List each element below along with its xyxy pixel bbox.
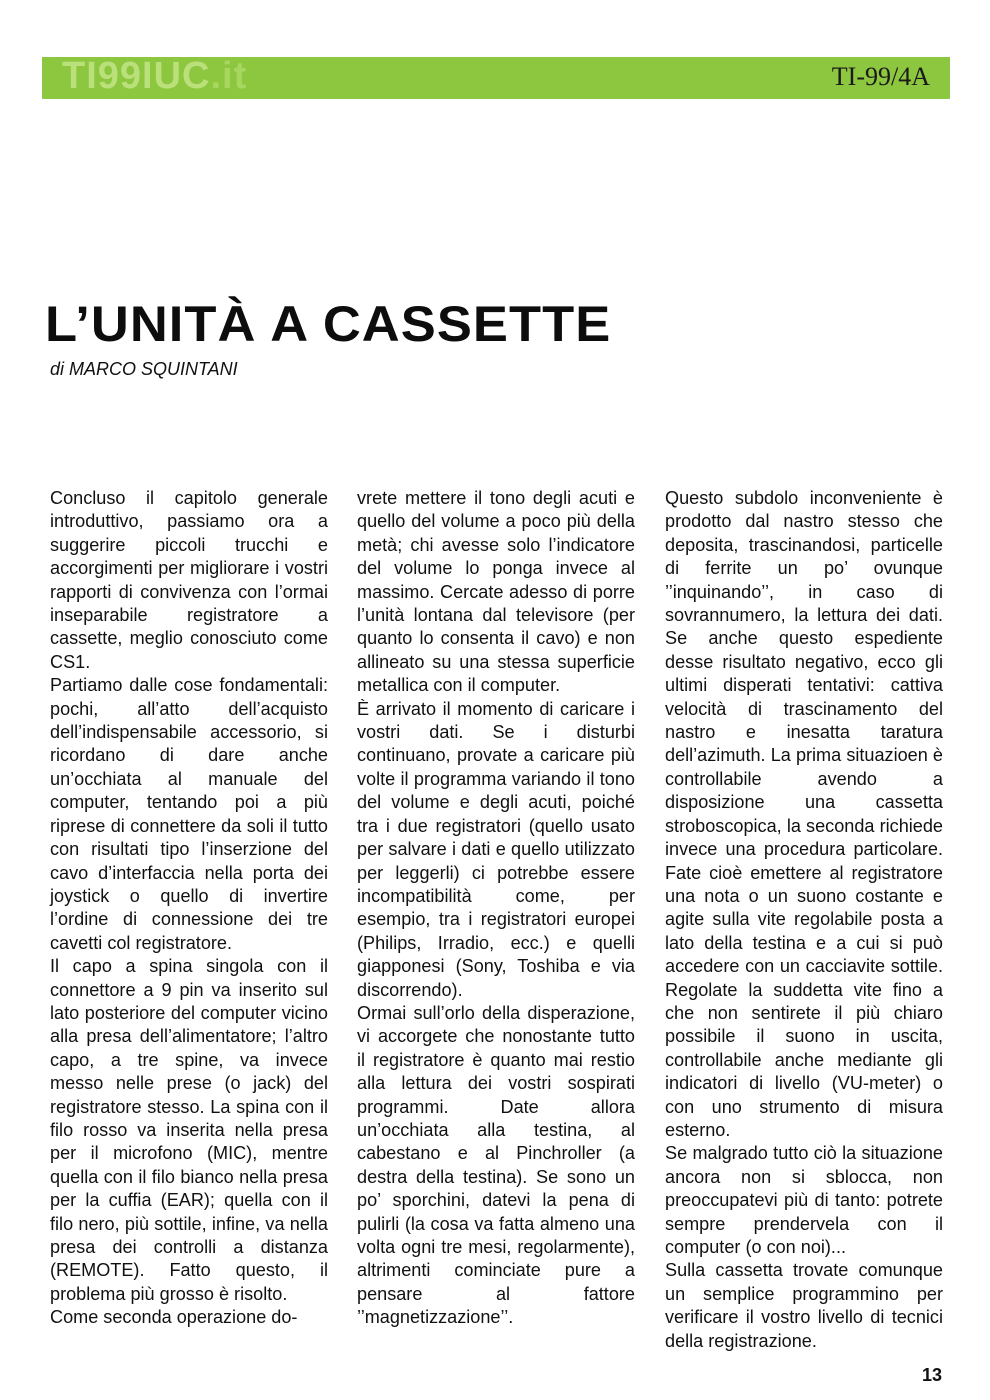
article-byline: di MARCO SQUINTANI (50, 359, 238, 379)
paragraph: Ormai sull’orlo della disperazione, vi accorgete che nonostante tutto il registratore è quanto mai restio alla lettura dei vostri sospirati programmi. Date allora un’occhiata alla testina, al cabestano e al Pinchroller (a destra della testina). Se sono un po’ sporchini, datevi la pena di pulirli (la cosa va fatta almeno una volta ogni tre mesi, regolarmente), altrimenti cominciate pure a pensare al fattore ’’magnetizzazione’’. (357, 1002, 635, 1328)
page-number: 13 (921, 1365, 942, 1385)
text-column-3 (665, 487, 943, 1353)
text-column-1 (50, 487, 328, 1330)
paragraph: Sulla cassetta trovate comunque un semplice programmino per verificare il vostro livello di tecnici della registrazione. (665, 1260, 943, 1351)
watermark-domain: .it (210, 55, 248, 97)
series-label: TI-99/4A (831, 62, 930, 91)
paragraph: Il capo a spina singola con il connettore a 9 pin va inserito sul lato posteriore del computer vicino alla presa dell’alimentatore; l’altro capo, a tre spine, va invece messo nelle prese (o jack) del registratore stesso. La spina con il filo rosso va inserita nella presa per il microfono (MIC), mentre quella con il filo bianco nella presa per la cuffia (EAR); quella con il filo nero, più sottile, infine, va nella presa dei controlli a distanza (REMOTE). Fatto questo, il problema più grosso è risolto. (50, 956, 328, 1304)
article-title: L’UNITÀ A CASSETTE (45, 296, 612, 352)
paragraph: Se malgrado tutto ciò la situazione ancora non si sblocca, non preoccupatevi più di tanto: potrete sempre prendervela con il computer (o con noi)... (665, 1143, 943, 1257)
paragraph: Come seconda operazione do- (50, 1307, 298, 1328)
paragraph: È arrivato il momento di caricare i vostri dati. Se i disturbi continuano, provate a caricare più volte il programma variando il tono del volume e degli acuti, poiché tra i due registratori (quello usato per salvare i dati e quello utilizzato per leggerli) ci potrebbe essere incompatibilità come, per esempio, tra i registratori europei (Philips, Irradio, ecc.) e quelli giapponesi (Sony, Toshiba e via discorrendo). (357, 698, 635, 1000)
paragraph: vrete mettere il tono degli acuti e quello del volume a poco più della metà; chi avesse solo l’indicatore del volume lo ponga invece al massimo. Cercate adesso di porre l’unità lontana dal televisore (per quanto lo consenta il cavo) e non allineato su una stessa superficie metallica con il computer. (357, 488, 635, 696)
watermark-name: TI99IUC (62, 55, 211, 97)
paragraph: Partiamo dalle cose fondamentali: pochi, all’atto dell’acquisto dell’indispensabile accessorio, si ricordano di dare anche un’occhiata al manuale del computer, tentando poi a più riprese di connettere da soli il tutto con risultati tipo l’inserzione del cavo d’interfaccia nella porta dei joystick o quello di invertire l’ordine di connessione dei tre cavetti col registratore. (50, 675, 328, 953)
text-column-2 (357, 487, 635, 1330)
paragraph: Questo subdolo inconveniente è prodotto dal nastro stesso che deposita, trascinandosi, particelle di ferrite un po’ ovunque ’’inquinando’’, in caso di sovrannumero, la lettura dei dati. Se anche questo espediente desse risultato negativo, ecco gli ultimi disperati tentativi: cattiva velocità di trascinamento del nastro e inesatta taratura dell’azimuth. La prima situazioen è controllabile avendo a disposizione una cassetta stroboscopica, la seconda richiede invece una procedura particolare. Fate cioè emettere al registratore una nota o un suono costante e agite sulla vite regolabile posta a lato della testina e a cui si può accedere con un cacciavite sottile. Regolate la suddetta vite fino a che non sentirete il più chiaro possibile il suono in uscita, controllabile anche mediante gli indicatori di livello (VU-meter) o con uno strumento di misura esterno. (665, 488, 943, 1140)
paragraph: Concluso il capitolo generale introduttivo, passiamo ora a suggerire piccoli trucchi e accorgimenti per migliorare i vostri rapporti di convivenza con l’ormai inseparabile registratore a cassette, meglio conosciuto come CS1. (50, 488, 328, 672)
site-watermark (62, 55, 247, 98)
